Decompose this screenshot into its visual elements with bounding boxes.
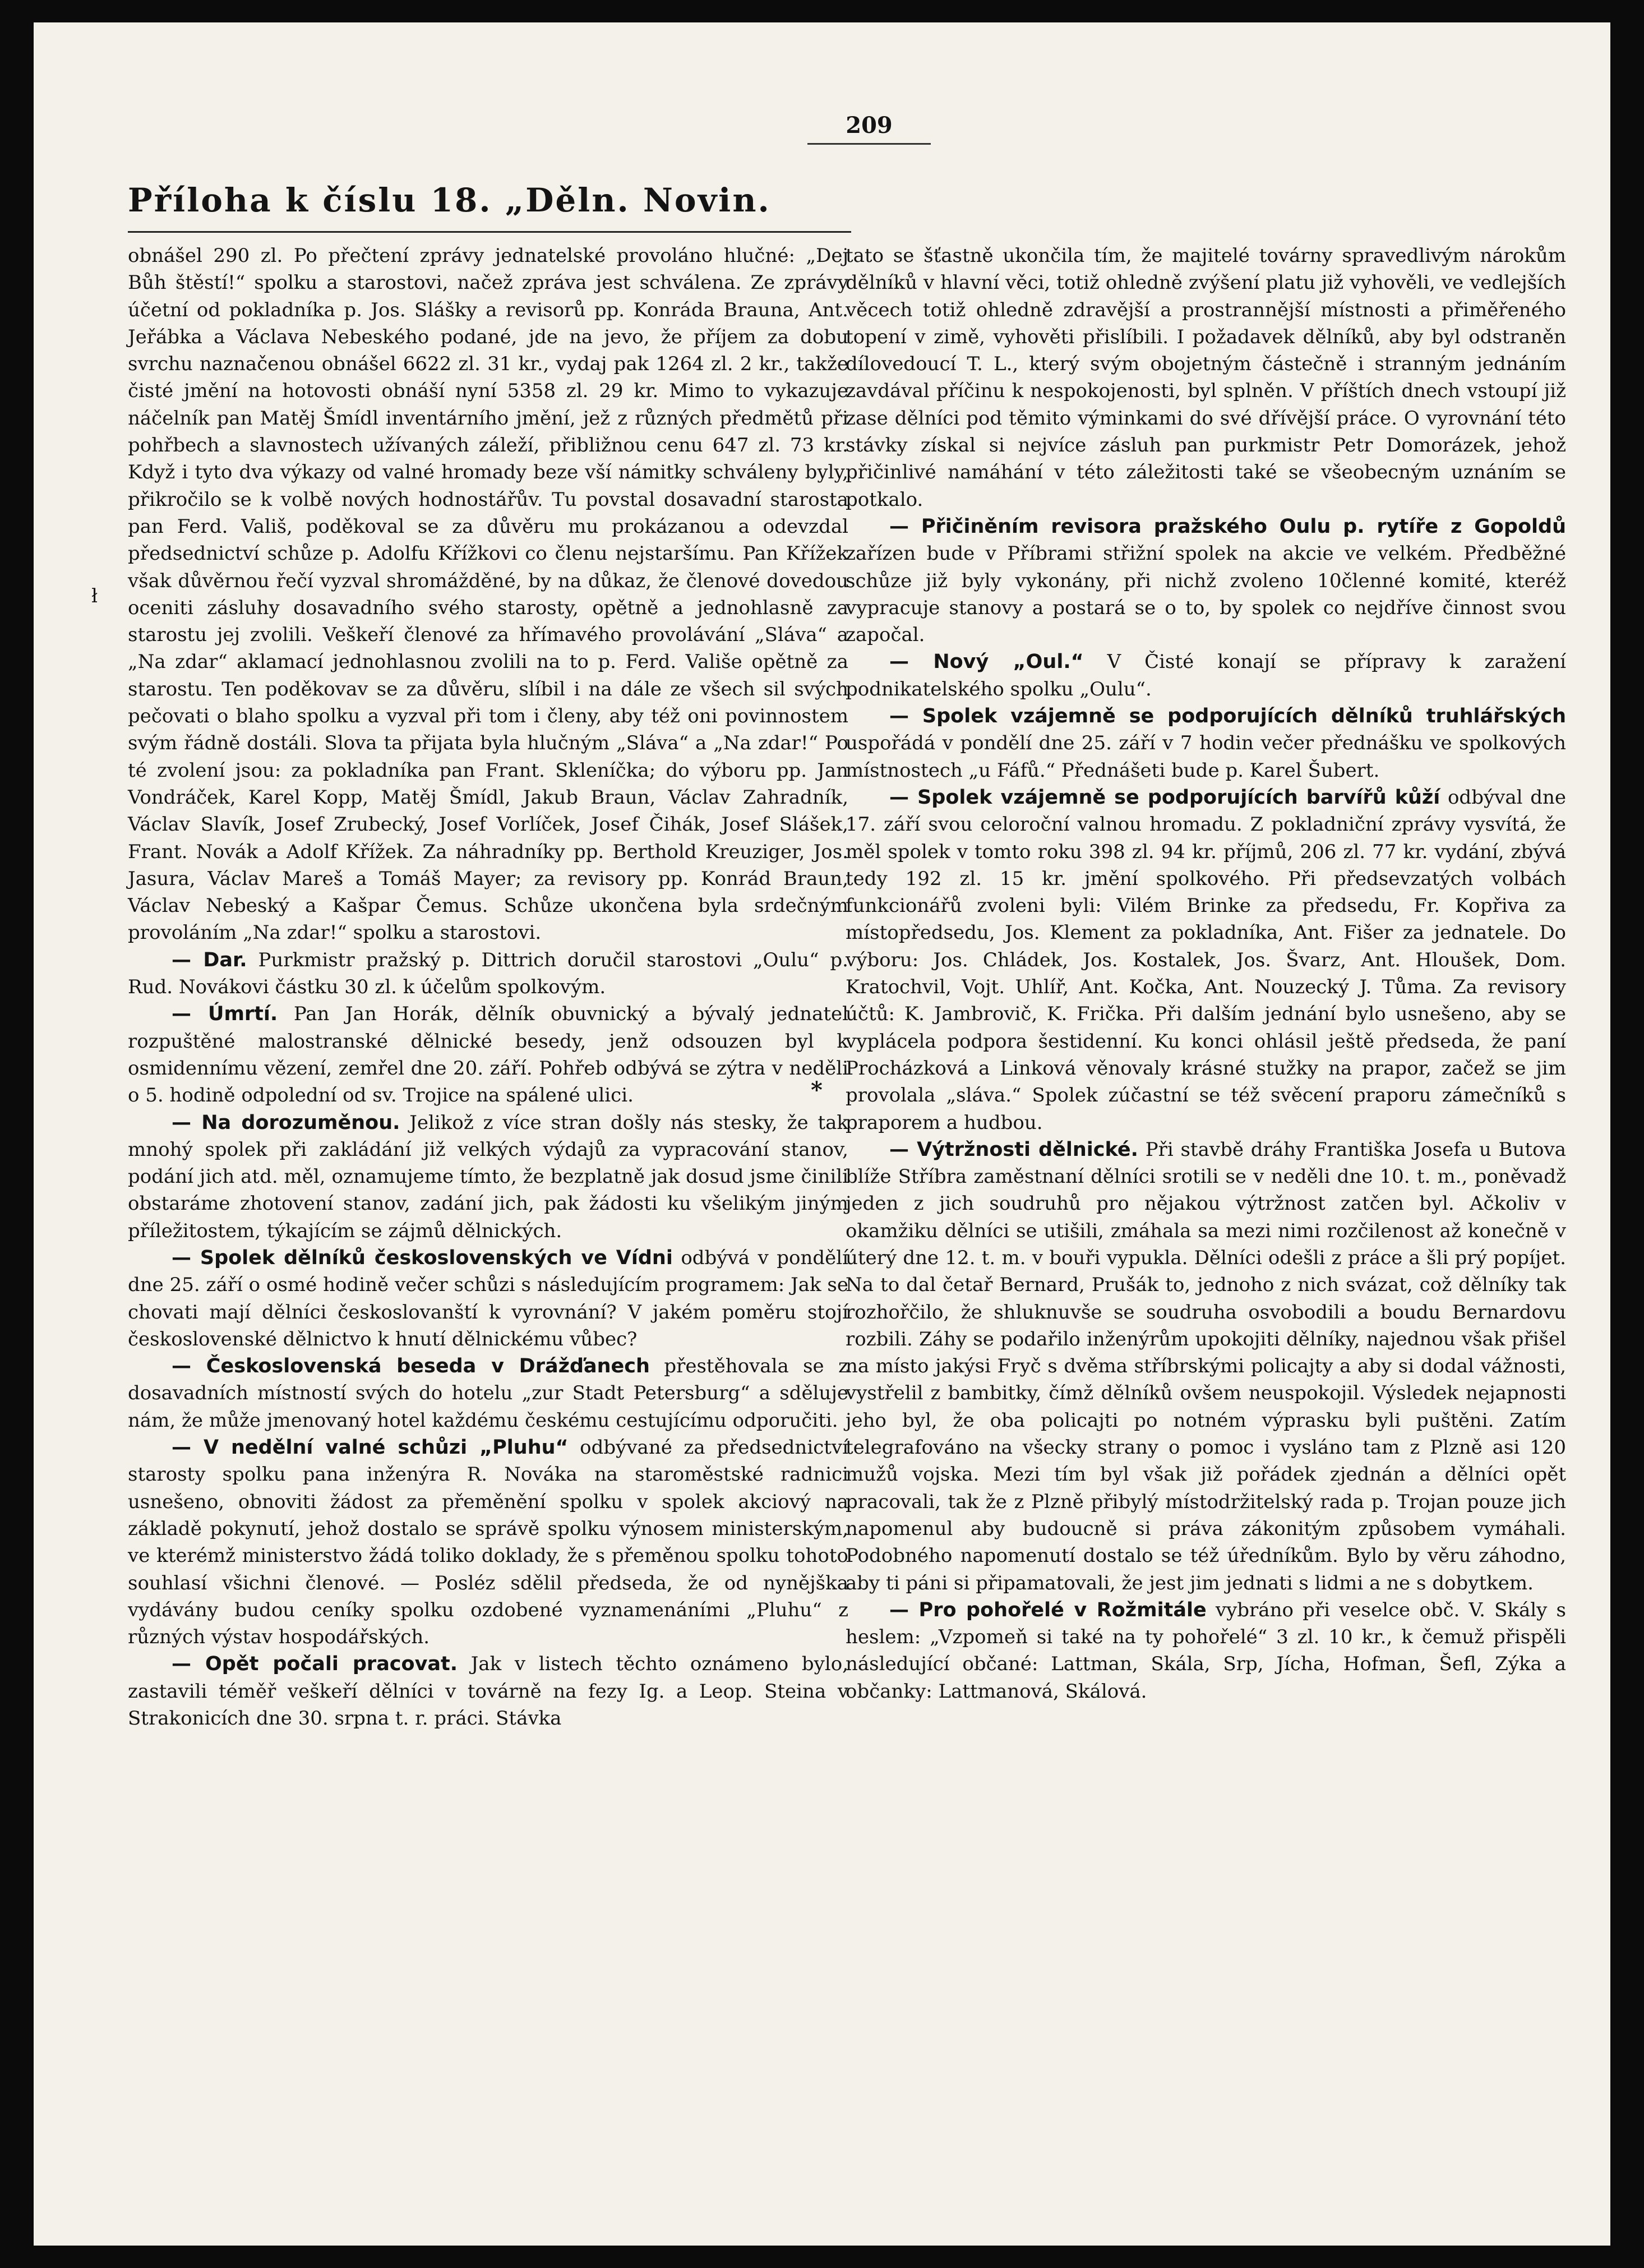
item-body: zařízen bude v Příbrami střižní spolek na akcie ve velkém. Předběžné schůze již byly vykonány, při nichž zvoleno 10členné komité, kteréž vypracuje stanovy a postará se o to, by spolek co nejdříve činnost svou započal. [846, 542, 1566, 647]
item-body: uspořádá v pondělí dne 25. září v 7 hodin večer přednášku ve spolkových místnostech „u Fáfů.“ Přednášeti bude p. Karel Šubert. [846, 732, 1566, 782]
item-headline: — Spolek dělníků československých ve Vídni [172, 1246, 673, 1269]
news-item-truhlari [846, 703, 1566, 784]
left-column [128, 242, 848, 1732]
item-body: Pan Jan Horák, dělník obuvnický a bývalý jednatel rozpuštěné malostranské dělnické besedy, jenž odsouzen byl k osmidennímu vězení, zemřel dne 20. září. Pohřeb odbývá se zýtra v neděli o 5. hodině odpolední od sv. Trojice na spálené ulici. [128, 1003, 848, 1107]
news-item-rozmital [846, 1597, 1566, 1705]
margin-mark-left: ł [91, 585, 98, 607]
item-headline: — Výtržnosti dělnické. [889, 1138, 1138, 1161]
item-headline: — Opět počali pracovat. [172, 1653, 458, 1676]
item-headline: — V nedělní valné schůzi „Pluhu“ [172, 1436, 569, 1459]
news-item-beseda-drazdany [128, 1353, 848, 1434]
newspaper-page [34, 22, 1610, 2246]
news-item-prace [128, 1651, 848, 1732]
news-item-pribram [846, 513, 1566, 648]
news-item-dar [128, 947, 848, 1001]
item-body: přestěhovala se z dosavadních místností svých do hotelu „zur Stadt Petersburg“ a sděluje nám, že může jmenovaný hotel každému českému cestujícímu odporučiti. [128, 1355, 848, 1432]
news-item-dorozumenou [128, 1109, 848, 1244]
news-item-novy-oul [846, 648, 1566, 703]
item-headline: — Pro pohořelé v Rožmitále [889, 1598, 1207, 1621]
item-headline: — Spolek vzájemně se podporujících dělníků truhlářských [889, 705, 1566, 728]
paragraph-continuation: obnášel 290 zl. Po přečtení zprávy jednatelské provoláno hlučné: „Dej Bůh štěstí!“ spolku a starostovi, načež zpráva jest schválena. Ze zprávy účetní od pokladníka p. Jos. Slášky a revisorů pp. Konráda Brauna, Ant. Jeřábka a Václava Nebeského podané, jde na jevo, že příjem za dobu svrchu naznačenou obnášel 6622 zl. 31 kr., vydaj pak 1264 zl. 2 kr., takže čisté jmění na hotovosti obnáší nyní 5358 zl. 29 kr. Mimo to vykazuje náčelník pan Matěj Šmídl inventárního jmění, jež z různých předmětů při pohřbech a slavnostech užívaných záleží, přibližnou cenu 647 zl. 73 kr. Když i tyto dva výkazy od valné hromady beze vší námitky schváleny byly, přikročilo se k volbě nových hodnostářův. Tu povstal dosavadní starosta pan Ferd. Vališ, poděkoval se za důvěru mu prokázanou a odevzdal předsednictví schůze p. Adolfu Křížkovi co členu nejstaršímu. Pan Křížek však důvěrnou řečí vyzval shromážděné, by na důkaz, že členové dovedou oceniti zásluhy dosavadního svého starosty, opětně a jednohlasně za starostu jej zvolili. Veškeří členové za hřímavého provolávání „Sláva“ a „Na zdar“ aklamací jednohlasnou zvolili na to p. Ferd. Vališe opětně za starostu. Ten poděkovav se za důvěru, slíbil i na dále ze všech sil svých pečovati o blaho spolku a vyzval při tom i členy, aby též oni povinnostem svým řádně dostáli. Slova ta přijata byla hlučným „Sláva“ a „Na zdar!“ Po té zvolení jsou: za pokladníka pan Frant. Skleníčka; do výboru pp. Jan Vondráček, Karel Kopp, Matěj Šmídl, Jakub Braun, Václav Zahradník, Václav Slavík, Josef Zrubecký, Josef Vorlíček, Josef Čihák, Josef Slášek, Frant. Novák a Adolf Křížek. Za náhradníky pp. Berthold Kreuziger, Jos. Jasura, Václav Mareš a Tomáš Mayer; za revisory pp. Konrád Braun, Václav Nebeský a Kašpar Čemus. Schůze ukončena byla srdečným provoláním „Na zdar!“ spolku a starostovi. [128, 245, 848, 944]
item-body: odbývá v pondělí dne 25. září o osmé hodině večer schůzi s následujícím programem: Jak se chovati mají dělníci českoslovanští k vyrovnání? V jakém poměru stojí československé dělnictvo k hnutí dělnickému vůbec? [128, 1246, 848, 1350]
item-headline: — Nový „Oul.“ [889, 651, 1084, 674]
item-body: Při stavbě dráhy Františka Josefa u Butova blíže Stříbra zaměstnaní dělníci srotili se v neděli dne 10. t. m., poněvadž jeden z jich soudruhů pro nějakou výtržnost zatčen byl. Ačkoliv v okamžiku dělníci se utišili, zmáhala sa mezi nimi rozčilenost až konečně v úterý dne 12. t. m. v bouři vypukla. Dělníci odešli z práce a šli prý popíjet. Na to dal četař Bernard, Prušák to, jednoho z nich svázat, což dělníky tak rozhořčilo, že shluknuvše se soudruha osvobodili a boudu Bernardovu rozbili. Záhy se podařilo inženýrům upokojiti dělníky, najednou však přišel na místo jakýsi Fryč s dvěma stříbrskými policajty a aby si dodal vážnosti, vystřelil z bambitky, čímž dělníků ovšem neuspokojil. Výsledek nejapnosti jeho byl, že oba policajti po notném výprasku byli puštěni. Zatím telegrafováno na všecky strany o pomoc i vysláno tam z Plzně asi 120 mužů vojska. Mezi tím byl však již pořádek zjednán a dělníci opět pracovali, tak že z Plzně přibylý místodržitelský rada p. Trojan pouze jich napomenul aby budoucně si práva zákonitým způsobem vymáhali. Podobného napomenutí dostalo se též úředníkům. Bylo by věru záhodno, aby ti páni si připamatovali, že jest jim jednati s lidmi a ne s dobytkem. [846, 1138, 1567, 1594]
item-body: V Čisté konají se přípravy k zaražení podnikatelského spolku „Oulu“. [846, 651, 1566, 700]
item-headline: — Přičiněním revisora pražského Oulu p. rytíře z Gopoldů [889, 515, 1566, 538]
item-body: Purkmistr pražský p. Dittrich doručil starostovi „Oulu“ p. Rud. Novákovi částku 30 zl. k účelům spolkovým. [128, 948, 848, 999]
news-item-spolek-viden [128, 1244, 848, 1353]
item-body: Jak v listech těchto oznámeno bylo, zastavili téměř veškeří dělníci v továrně na fezy Ig. a Leop. Steina v Strakonicích dne 30. srpna t. r. práci. Stávka [128, 1653, 848, 1730]
news-item-pluh [128, 1434, 848, 1651]
item-body: odbývané za předsednictví starosty spolku pana inženýra R. Nováka na staroměstské radnici usnešeno, obnoviti žádost za přeměnění spolku v spolek akciový na základě pokynutí, jehož dostalo se správě spolku výnosem ministerským, ve kterémž ministerstvo žádá toliko doklady, že s přeměnou spolku tohoto souhlasí všichni členové. — Posléz sdělil předseda, že od nynějška vydávány budou ceníky spolku ozdobené vyznamenáními „Pluhu“ z různých výstav hospodářských. [128, 1436, 848, 1649]
paragraph-continuation: tato se šťastně ukončila tím, že majitelé továrny spravedlivým nárokům dělníků v hlavní věci, totiž ohledně zvýšení platu již vyhověli, ve vedlejších věcech totiž ohledně zdravější a prostrannější místnosti a přiměřeného topení v zimě, vyhověti přislíbili. I požadavek dělníků, aby byl odstraněn dílovedoucí T. L., který svým obojetným částečně i stranným jednáním zavdával příčinu k nespokojenosti, byl splněn. V příštích dnech vstoupí již zase dělníci pod těmito výminkami do své dřívější práce. O vyrovnání této stávky získal si nejvíce zásluh pan purkmistr Petr Domorázek, jehož přičinlivé namáhání v této záležitosti také se všeobecným uznáním se potkalo. [846, 245, 1566, 511]
right-column [846, 242, 1566, 1705]
item-body: Jelikož z více stran došly nás stesky, že tak mnohý spolek při zakládání již velkých výdajů za vypracování stanov, podání jich atd. měl, oznamujeme tímto, že bezplatně jak dosud jsme činili obstaráme zhotovení stanov, zadání jich, pak žádosti ku všelikým jiným příležitostem, týkajícím se zájmů dělnických. [128, 1111, 849, 1242]
item-body: vybráno při veselce obč. V. Skály s heslem: „Vzpomeň si také na ty pohořelé“ 3 zl. 10 kr., k čemuž přispěli následující občané: Lattman, Skála, Srp, Jícha, Hofman, Šefl, Zýka a občanky: Lattmanová, Skálová. [846, 1598, 1566, 1703]
item-headline: — Úmrtí. [172, 1003, 278, 1026]
item-headline: — Spolek vzájemně se podporujících barvířů kůží [889, 786, 1440, 809]
page-number-rule [807, 143, 931, 145]
item-headline: — Dar. [172, 948, 247, 971]
news-item-barviri [846, 784, 1566, 1136]
news-item-umrti [128, 1001, 848, 1109]
news-item-vytrznosti [846, 1136, 1566, 1597]
item-headline: — Československá beseda v Drážďanech [172, 1355, 650, 1378]
page-number: 209 [846, 112, 893, 139]
item-body: odbýval dne 17. září svou celoroční valnou hromadu. Z pokladniční zprávy vysvítá, že měl spolek v tomto roku 398 zl. 94 kr. příjmů, 206 zl. 77 kr. vydání, zbývá tedy 192 zl. 15 kr. jmění spolkového. Při předsevzatých volbách funkcionářů zvoleni byli: Vilém Brinke za předsedu, Fr. Kopřiva za místopředsedu, Jos. Klement za pokladníka, Ant. Fišer za jednatele. Do výboru: Jos. Chládek, Jos. Kostalek, Jos. Švarz, Ant. Hloušek, Dom. Kratochvil, Vojt. Uhlíř, Ant. Kočka, Ant. Nouzecký J. Tůma. Za revisory účtů: K. Jambrovič, K. Frička. Při dalším jednání bylo usnešeno, aby se vyplácela podpora šestidenní. Ku konci ohlásil ještě předseda, že paní Procházková a Linková věnovaly krásné stužky na prapor, začež se jim provolala „sláva.“ Spolek zúčastní se též svěcení praporu zámečníků s praporem a hudbou. [846, 786, 1566, 1134]
header-rule [128, 231, 851, 233]
item-headline: — Na dorozuměnou. [172, 1111, 400, 1134]
supplement-header: Příloha k číslu 18. „Děln. Novin. [128, 181, 771, 219]
margin-mark-asterisk: * [811, 1077, 823, 1103]
